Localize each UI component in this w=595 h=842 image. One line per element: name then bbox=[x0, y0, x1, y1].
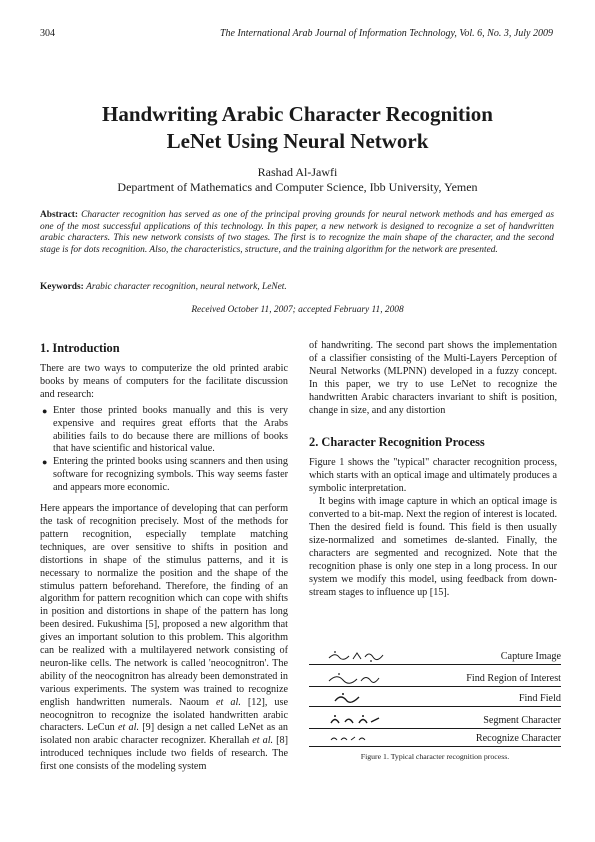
stage-label: Find Field bbox=[518, 693, 561, 704]
section-heading-recognition-process: 2. Character Recognition Process bbox=[309, 435, 485, 450]
journal-header: The International Arab Journal of Information Technology, Vol. 6, No. 3, July 2009 bbox=[219, 28, 553, 39]
figure-stage-row bbox=[309, 689, 561, 707]
abstract-label: Abstract: bbox=[40, 210, 79, 220]
abstract bbox=[40, 210, 554, 256]
process-paragraph-2: It begins with image capture in which an optical image is converted to a bit-map. Next the region of interest is located. Then the desired field is found. This field is then usually size-normalized and sometimes de-slanted. Finally, the characters are segmented and recognized. Note that the recognition phase is only one step in a long process. In our system we modify this model, using feedback from down-stream stages to influence up [15]. bbox=[309, 496, 557, 598]
et-al: et al. bbox=[117, 722, 140, 734]
divider bbox=[309, 746, 561, 747]
figure-stage-row bbox=[309, 669, 561, 687]
bullet-text: Entering the printed books using scanners and then using software for recognizing symbols. This way seems faster and appears more economic. bbox=[53, 456, 288, 494]
process-paragraph-1: Figure 1 shows the "typical" character recognition process, which starts with an optical image and ultimately produces a symbolic interpretation. bbox=[309, 457, 557, 495]
divider bbox=[309, 686, 561, 687]
stage-label: Capture Image bbox=[500, 651, 561, 662]
title-line-2: LeNet Using Neural Network bbox=[166, 129, 429, 153]
keywords-text: Arabic character recognition, neural network, LeNet. bbox=[86, 282, 287, 292]
stage-label: Find Region of Interest bbox=[466, 673, 561, 684]
abstract-text: Character recognition has served as one of the principal proving grounds for neural network methods and has emerged as one of the most successful applications of this technology. In this paper, a new network is designed to recognize a set of handwritten arabic characters. This new network consists of two stages. The first is to recognize the main shape of the character, and the second stage is for dots recognition. Also, the characteristics, structure, and the training algorithm for the network are presented. bbox=[40, 210, 554, 255]
page-number: 304 bbox=[40, 28, 55, 39]
figure-stage-row bbox=[309, 729, 561, 747]
figure-stage-row bbox=[309, 647, 561, 665]
intro-paragraph-2 bbox=[40, 503, 288, 774]
paragraph-text: Here appears the importance of developing that can perform the task of recognition precisely. Most of the methods for pattern recognition, especially template matching techniques, are over sensitive to shifts in position and distortions in shape of the stimulus patterns, and it is necessary to normalize the position and the shape of the stimulus pattern beforehand. Therefore, the finding of an algorithm for pattern recognition which can cope with shifts in position and distortions in shape of the pattern has long been desired. Fukushima [5], proposed a new algorithm that gives an important solution to this problem. This algorithm can be realized with a multilayered network consisting of neuron-like cells. The network is called 'neocognitron'. The ability of the neocognitron has already been demonstrated in various experiments. The system was trained to recognize english handwritten numerals. Naoum bbox=[40, 503, 288, 708]
bullet-icon: ● bbox=[42, 457, 48, 468]
title-line-1: Handwriting Arabic Character Recognition bbox=[101, 102, 493, 126]
author-affiliation: Department of Mathematics and Computer Science, Ibb University, Yemen bbox=[117, 180, 478, 194]
paragraph-text: [8] introduced techniques include two fields of research. The first one consists of the modeling system bbox=[40, 735, 288, 773]
handwriting-sample-image bbox=[327, 691, 387, 705]
divider bbox=[309, 706, 561, 707]
received-dates: Received October 11, 2007; accepted February 11, 2008 bbox=[191, 305, 404, 315]
paper-title bbox=[40, 101, 555, 155]
paragraph-text: [12], use neocognitron to recognize the isolated handwritten arabic characters. LeCun bbox=[40, 696, 289, 734]
intro-continuation: of handwriting. The second part shows the implementation of a classifier consisting of the Multi-Layers Perception of Neural Networks (MLPNN) developed in a fuzzy concept. In this paper, we try to use LeNet to recognize the handwritten Arabic characters invariant to shift is position, change in size, and any distortion bbox=[309, 340, 557, 416]
list-item bbox=[40, 405, 288, 457]
intro-paragraph: There are two ways to computerize the old printed arabic books by means of computers for the facilitate discussion and research: bbox=[40, 363, 288, 400]
stage-label: Segment Character bbox=[483, 715, 561, 726]
divider bbox=[309, 664, 561, 665]
handwriting-sample-image bbox=[327, 671, 387, 685]
figure-stage-row bbox=[309, 711, 561, 729]
et-al: et al. bbox=[252, 735, 274, 747]
bullet-icon: ● bbox=[42, 405, 48, 416]
et-al: et al. bbox=[216, 696, 241, 708]
right-column bbox=[309, 340, 557, 599]
handwriting-sample-image bbox=[327, 731, 387, 745]
author-name: Rashad Al-Jawfi bbox=[257, 165, 338, 179]
left-column bbox=[40, 340, 288, 774]
handwriting-sample-image bbox=[327, 649, 387, 663]
keywords bbox=[40, 282, 554, 294]
list-item bbox=[40, 456, 288, 495]
stage-label: Recognize Character bbox=[475, 733, 561, 744]
figure-1 bbox=[309, 643, 561, 751]
keywords-label: Keywords: bbox=[40, 282, 84, 292]
intro-bullet-list bbox=[40, 405, 288, 495]
section-heading-introduction: 1. Introduction bbox=[40, 341, 120, 355]
handwriting-sample-image bbox=[327, 713, 387, 727]
paragraph-text: [9] design a net called LeNet as an isolated non arabic character recognizer. Kherallah bbox=[40, 722, 288, 747]
bullet-text: Enter those printed books manually and this is very expensive and requires great efforts that the Arabs abilities fails to do because there are millions of books that have scientific and historical value. bbox=[53, 404, 288, 455]
figure-caption: Figure 1. Typical character recognition process. bbox=[360, 752, 510, 761]
